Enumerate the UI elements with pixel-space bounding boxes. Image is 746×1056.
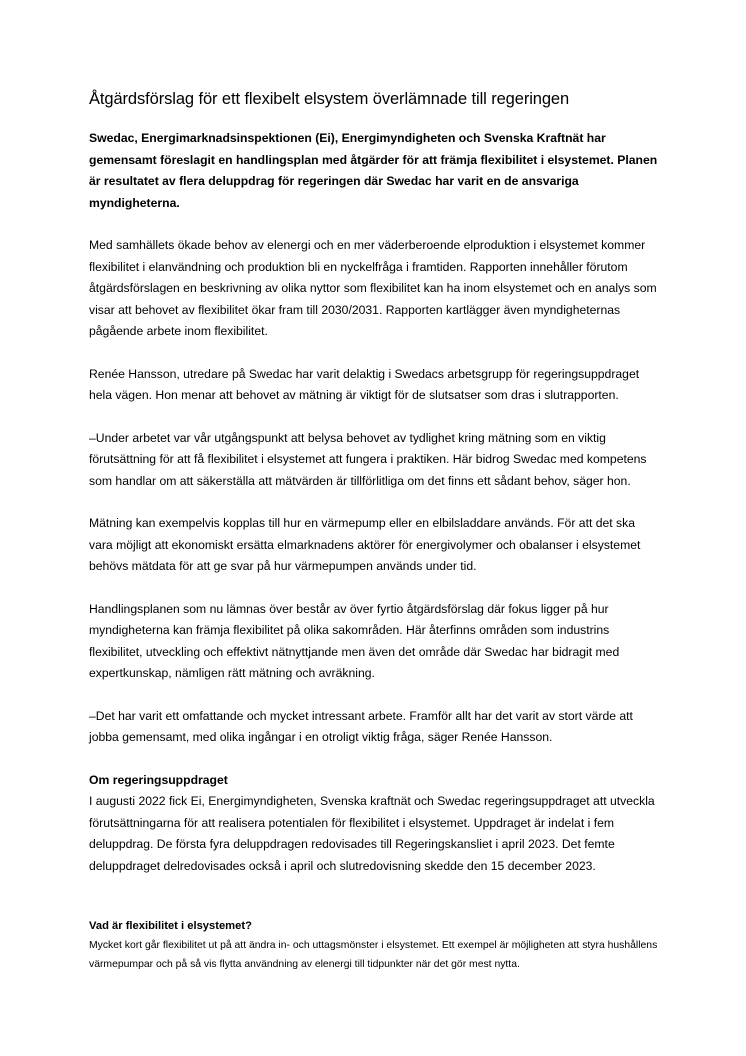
article-lead: Swedac, Energimarknadsinspektionen (Ei), Energimyndigheten och Svenska Kraftnät har gemensamt föreslagit en handlingsplan med åtgärder för att främja flexibilitet i elsystemet. Planen är resultatet av flera deluppdrag för regeringen där Swedac har varit en de ansvariga myndigheterna.	[89, 131, 658, 210]
flexibility-heading: Vad är flexibilitet i elsystemet?	[89, 920, 252, 932]
paragraph-6-quote: –Det har varit ett omfattande och mycket intressant arbete. Framför allt har det varit av stort värde att jobba gemensamt, med olika ingångar i en otroligt viktig fråga, säger Renée Hansson.	[89, 708, 633, 744]
flexibility-text: Mycket kort går flexibilitet ut på att ändra in- och uttagsmönster i elsystemet. Ett exempel är möjligheten att styra hushållens värmepumpar och på så vis flytta användning av elenergi till tidpunkter när det gör mest nytta.	[89, 940, 658, 970]
paragraph-5: Handlingsplanen som nu lämnas över består av över fyrtio åtgärdsförslag där fokus ligger på hur myndigheterna kan främja flexibilitet på olika sakområden. Här återfinns områden som industrins flexibilitet, utveckling och effektivt nätnyttjande men även det område där Swedac har bidragit med expertkunskap, nämligen rätt mätning och avräkning.	[89, 601, 620, 680]
about-text: I augusti 2022 fick Ei, Energimyndigheten, Svenska kraftnät och Swedac regeringsuppdraget att utveckla förutsättningarna för att realisera potentialen för flexibilitet i elsystemet. Uppdraget är indelat i fem deluppdrag. De första fyra deluppdragen redovisades till Regeringskansliet i april 2023. Det femte deluppdraget delredovisades också i april och slutredovisning skedde den 15 december 2023.	[89, 794, 655, 873]
paragraph-2: Renée Hansson, utredare på Swedac har varit delaktig i Swedacs arbetsgrupp för regeringsuppdraget hela vägen. Hon menar att behovet av mätning är viktigt för de slutsatser som dras i slutrapporten.	[89, 366, 640, 402]
paragraph-3-quote: –Under arbetet var vår utgångspunkt att belysa behovet av tydlighet kring mätning som en viktig förutsättning för att få flexibilitet i elsystemet att fungera i praktiken. Här bidrog Swedac med kompetens som handlar om att säkerställa att mätvärden är tillförlitliga om det finns ett sådant behov, säger hon.	[89, 430, 647, 488]
paragraph-1: Med samhällets ökade behov av elenergi och en mer väderberoende elproduktion i elsystemet kommer flexibilitet i elanvändning och produktion bli en nyckelfråga i framtiden. Rapporten innehåller förutom åtgärdsförslagen en beskrivning av olika nyttor som flexibilitet kan ha inom elsystemet och en analys som visar att behovet av flexibilitet ökar fram till 2030/2031. Rapporten kartlägger även myndigheternas pågående arbete inom flexibilitet.	[89, 238, 657, 338]
article	[89, 88, 661, 974]
article-title: Åtgärdsförslag för ett flexibelt elsystem överlämnade till regeringen	[89, 90, 570, 108]
about-heading: Om regeringsuppdraget	[89, 772, 228, 787]
paragraph-4: Mätning kan exempelvis kopplas till hur en värmepump eller en elbilsladdare används. För att det ska vara möjligt att ekonomiskt ersätta elmarknadens aktörer för energivolymer och obalanser i elsystemet behövs mätdata för att ge svar på hur värmepumpen används under tid.	[89, 516, 641, 573]
